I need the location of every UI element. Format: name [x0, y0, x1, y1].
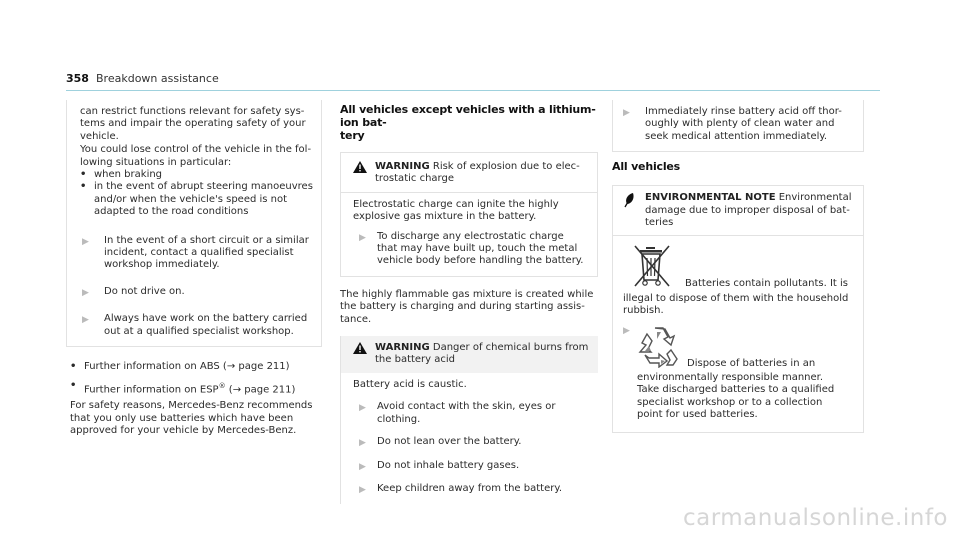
- step-arrow-icon: ▶: [359, 403, 366, 414]
- step-arrow-icon: ▶: [82, 287, 89, 298]
- situations-text: You could lose control of the vehicle in the fol- lowing situations in particular:: [80, 144, 312, 168]
- action-step: ▶ Do not inhale battery gases.: [353, 460, 590, 473]
- watermark: carmanualsonline.info: [682, 505, 948, 531]
- recycling-icon: [637, 324, 687, 372]
- batteries-pollutants-paragraph: Batteries contain pollutants. It is: [623, 244, 855, 292]
- action-step: ▶ Keep children away from the battery.: [353, 483, 590, 496]
- warning-body: Electrostatic charge can ignite the highly explosive gas mixture in the battery. ▶ To discharge any electrostatic charge that may have built up, touch the metal vehicle body before handling the battery.: [341, 192, 597, 276]
- crossed-out-bin-icon: [633, 244, 685, 292]
- warning-header: WARNING Risk of explosion due to elec- trostatic charge: [341, 153, 597, 192]
- environmental-note-body: Batteries contain pollutants. It is illegal to dispose of them with the household rubbish. ▶ Dispose of batteries in an environmentally responsible manner. Take discharged batteries to a qualified specialist workshop or to a collection point for used batteries.: [613, 235, 863, 431]
- action-step: ▶ To discharge any electrostatic charge that may have built up, touch the metal vehicle body before handling the battery.: [353, 231, 589, 268]
- warning-continuation-box: [66, 100, 322, 347]
- action-step: ▶ Dispose of batteries in an: [623, 324, 855, 372]
- page-reference-link[interactable]: page 211): [241, 383, 296, 395]
- warning-header: WARNING Danger of chemical burns from the battery acid: [341, 336, 598, 373]
- bullet-icon: •: [70, 379, 77, 391]
- bullet-icon: •: [80, 169, 87, 181]
- section-title: Breakdown assistance: [96, 72, 219, 85]
- further-info-abs: • Further information on ABS (→ page 211): [70, 361, 290, 373]
- warning-triangle-icon: [353, 161, 375, 177]
- list-item: • when braking: [80, 169, 163, 181]
- warning-body: Battery acid is caustic. ▶ Avoid contact with the skin, eyes or clothing. ▶ Do not lean over the battery. ▶ Do not inhale battery gases. ▶ Keep children away from the battery.: [341, 373, 598, 496]
- warning-box-chemical-burns: [340, 336, 598, 504]
- step-arrow-icon: ▶: [359, 232, 366, 243]
- page-reference-arrow-icon: →: [232, 383, 242, 395]
- page-number: 358: [66, 72, 89, 85]
- action-step: ▶ Do not lean over the battery.: [353, 436, 590, 449]
- warning-label: WARNING: [375, 342, 430, 354]
- warning-label: WARNING: [375, 161, 430, 172]
- step-arrow-icon: ▶: [359, 461, 366, 472]
- step-arrow-icon: ▶: [82, 236, 89, 247]
- action-step: ▶ Always have work on the battery carried out at a qualified specialist workshop.: [82, 313, 308, 337]
- environmental-note-header: ENVIRONMENTAL NOTE Environmental damage due to improper disposal of bat- teries: [613, 186, 863, 235]
- action-step: ▶ Avoid contact with the skin, eyes or clothing.: [353, 401, 590, 426]
- page-reference-link[interactable]: page 211): [235, 361, 290, 373]
- section-heading: All vehicles: [612, 160, 681, 174]
- warning-box-explosion: [340, 152, 598, 277]
- safety-recommendation-text: For safety reasons, Mercedes-Benz recommends that you only use batteries which have been approved for your vehicle by Mercedes-Benz.: [70, 400, 313, 437]
- column-2: [340, 103, 598, 504]
- page-reference-arrow-icon: →: [226, 361, 236, 373]
- list-item: • in the event of abrupt steering manoeuvres and/or when the vehicle's speed is not adapted to the road conditions: [80, 181, 313, 218]
- warning-continuation-box: [612, 100, 864, 152]
- warning-triangle-icon: [353, 342, 375, 358]
- disposal-instructions: environmentally responsible manner. Take discharged batteries to a qualified specialist workshop or to a collection point for used batteries.: [637, 372, 835, 421]
- step-arrow-icon: ▶: [623, 325, 630, 336]
- environment-leaf-icon: [623, 192, 645, 212]
- bullet-icon: •: [80, 181, 87, 193]
- action-step: ▶ Do not drive on.: [82, 285, 185, 298]
- gas-mixture-text: The highly flammable gas mixture is created while the battery is charging and during starting assis- tance.: [340, 288, 594, 325]
- step-arrow-icon: ▶: [82, 315, 89, 326]
- further-info-esp: • Further information on ESP® (→ page 211): [70, 379, 296, 395]
- action-step: ▶ In the event of a short circuit or a similar incident, contact a qualified specialist workshop immediately.: [82, 234, 309, 271]
- environmental-note-label: ENVIRONMENTAL NOTE: [645, 192, 776, 204]
- page-header: [66, 70, 880, 91]
- step-arrow-icon: ▶: [359, 438, 366, 449]
- environmental-note-box: [612, 185, 864, 432]
- step-arrow-icon: ▶: [623, 108, 630, 118]
- column-3: [612, 100, 864, 433]
- intro-text: can restrict functions relevant for safety sys- tems and impair the operating safety of your vehicle.: [80, 106, 306, 142]
- section-heading: All vehicles except vehicles with a lithium-ion bat- tery: [340, 103, 596, 142]
- bullet-icon: •: [70, 361, 77, 373]
- column-1: [66, 100, 322, 437]
- action-step: ▶ Immediately rinse battery acid off thor- oughly with plenty of clean water and seek medical attention immediately.: [623, 106, 842, 142]
- step-arrow-icon: ▶: [359, 484, 366, 495]
